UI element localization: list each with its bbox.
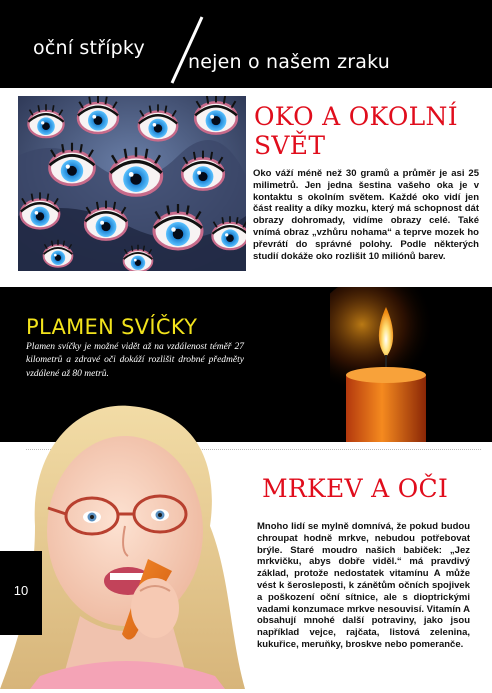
candle-photo: [330, 287, 492, 442]
page-header: [0, 0, 492, 88]
girl-eating-carrot-photo: [0, 376, 245, 689]
girl-graphic: [0, 376, 245, 689]
eyes-illustration-graphic: [18, 96, 246, 271]
article-carrot-body: Mnoho lidí se mylně domnívá, že pokud budou chroupat hodně mrkve, nebudou potřebovat brýle. Staré moudro našich babiček: „Jez mrkvičku, abys dobře viděl.“ má pravdivý základ, protože nedostatek vitamínu A může vést k šerosleposti, k zánětům očních spojivek a poškození oční sítnice, ale s dioptrickými vadami konzumace mrkve nesouvisí. Vitamín A obsahují mnohé další potraviny, jako jsou například vejce, rajčata, listová zelenina, kukuřice, meruňky, broskve nebo pomeranče.: [257, 521, 470, 650]
article-candle-body: Plamen svíčky je možné vidět až na vzdálenost téměř 27 kilometrů a zdravé oči dokáží rozlišit drobné předměty vzdálené až 80 metrů.: [26, 342, 244, 379]
eyes-illustration: [18, 96, 246, 271]
article-eye-title: OKO A OKOLNÍ SVĚT: [254, 102, 458, 160]
article-eye-body: Oko váží méně než 30 gramů a průměr je asi 25 milimetrů. Jen jedna šestina vašeho oka je v kontaktu s okolním světem. Každé oko vidí jen část reality a díky mozku, který má schopnost dát obrazy dohromady, vidíme obrazy celé. Také vnímá obraz „vzhůru nohama“ a teprve mozek ho převrátí do správné polohy. Podle některých studií dokáže oko rozlišit 10 miliónů barev.: [253, 168, 479, 262]
candle-graphic: [330, 287, 492, 442]
article-candle-title: PLAMEN SVÍČKY: [26, 315, 198, 339]
header-left-text: oční střípky: [33, 37, 145, 59]
header-slash-divider: [166, 15, 206, 85]
header-right-text: nejen o našem zraku: [188, 51, 390, 73]
article-carrot-title: MRKEV A OČI: [262, 474, 449, 503]
page-number: 10: [13, 583, 29, 598]
